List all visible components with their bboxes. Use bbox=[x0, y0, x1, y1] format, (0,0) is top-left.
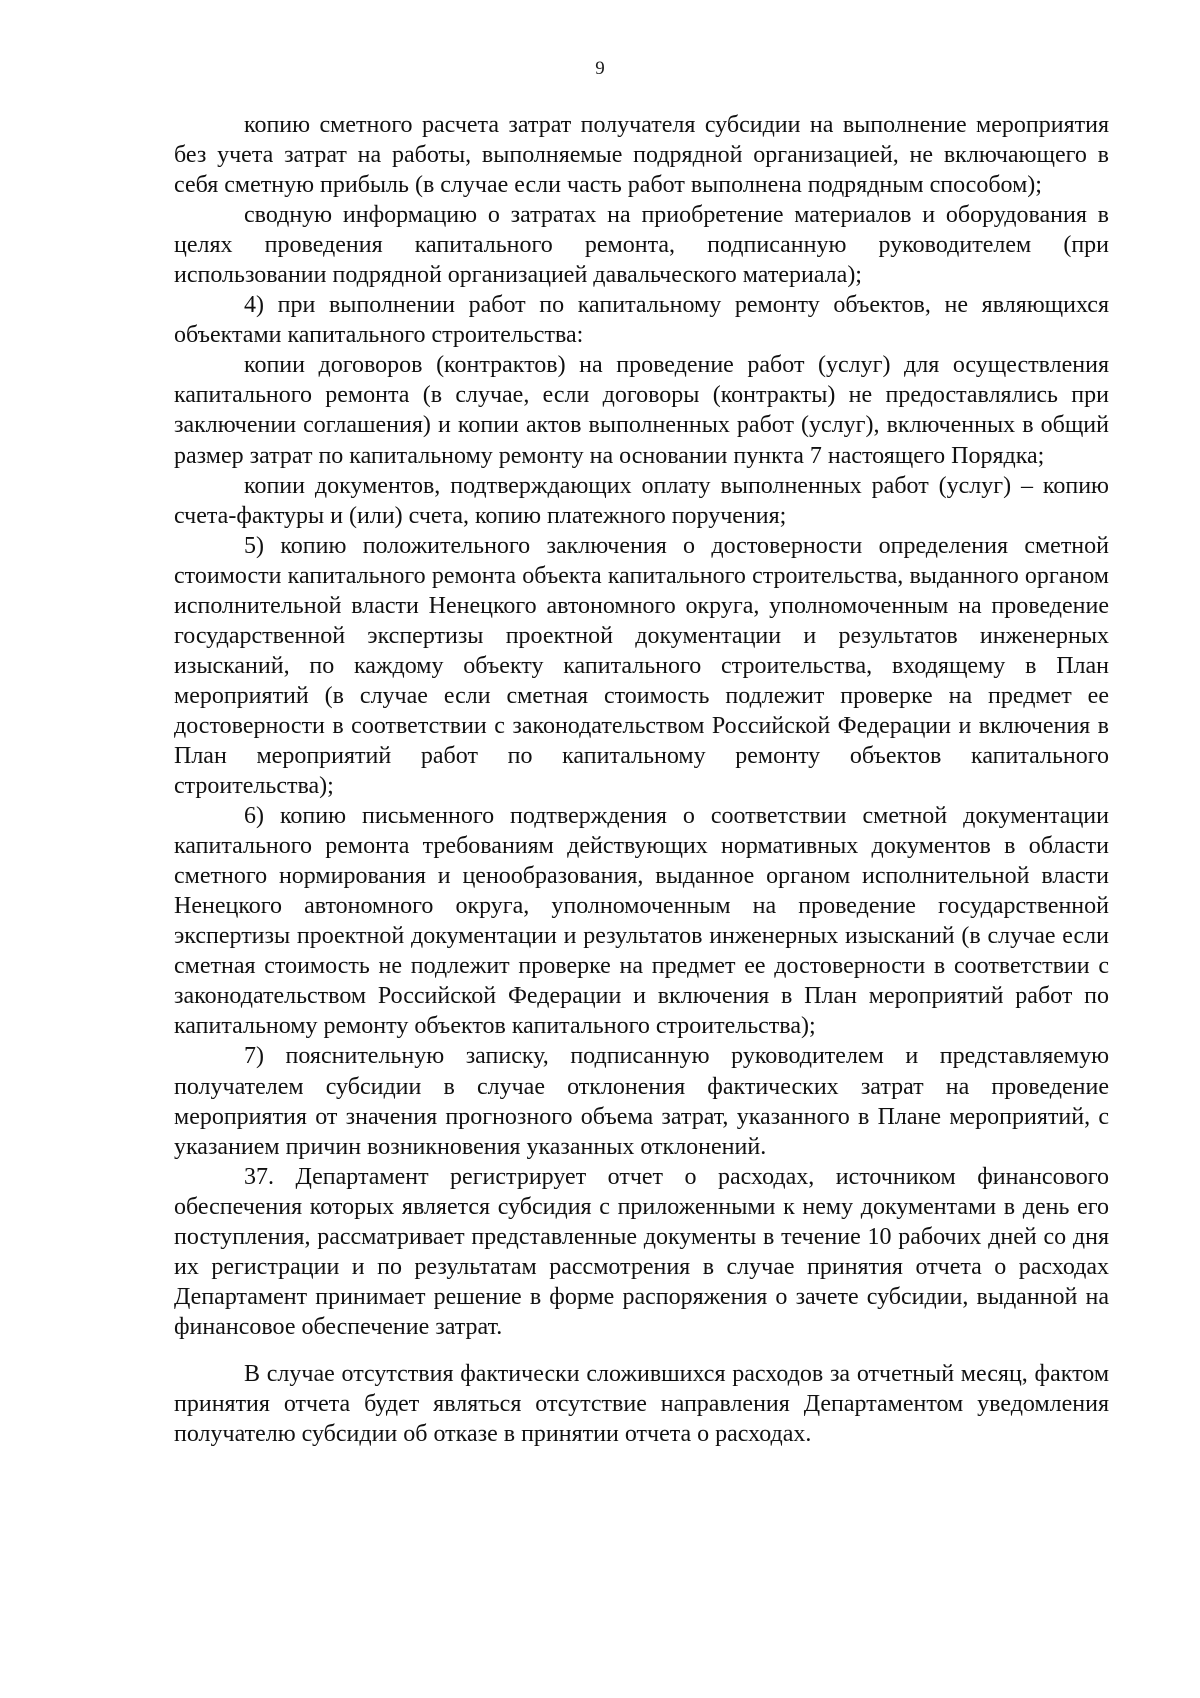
document-body bbox=[174, 110, 1109, 1449]
paragraph-payment-docs: копии документов, подтверждающих оплату выполненных работ (услуг) – копию счета-фактуры и (или) счета, копию платежного поручения; bbox=[174, 472, 1109, 529]
page-number: 9 bbox=[595, 58, 605, 79]
paragraph-no-expenses: В случае отсутствия фактически сложившихся расходов за отчетный месяц, фактом принятия отчета будет являться отсутствие направления Департаментом уведомления получателю субсидии об отказе в принятии отчета о расходах. bbox=[174, 1360, 1109, 1448]
paragraph-item-6: 6) копию письменного подтверждения о соответствии сметной документации капитального ремонта требованиям действующих нормативных документов в области сметного нормирования и ценообразования, выданное органом исполнительной власти Ненецкого автономного округа, уполномоченным на проведение государственной экспертизы проектной документации и результатов инженерных изысканий (в случае если сметная стоимость не подлежит проверке на предмет ее достоверности в соответствии с законодательством Российской Федерации и включения в План мероприятий работ по капитальному ремонту объектов капитального строительства); bbox=[174, 803, 1109, 1040]
paragraph-item-5: 5) копию положительного заключения о достоверности определения сметной стоимости капитального ремонта объекта капитального строительства, выданного органом исполнительной власти Ненецкого автономного округа, уполномоченным на проведение государственной экспертизы проектной документации и результатов инженерных изысканий, по каждому объекту капитального строительства, входящему в План мероприятий (в случае если сметная стоимость подлежит проверке на предмет ее достоверности в соответствии с законодательством Российской Федерации и включения в План мероприятий работ по капитальному ремонту объектов капитального строительства); bbox=[174, 532, 1109, 800]
paragraph-contract-copies: копии договоров (контрактов) на проведение работ (услуг) для осуществления капитального ремонта (в случае, если договоры (контракты) не предоставлялись при заключении соглашения) и копии актов выполненных работ (услуг), включенных в общий размер затрат по капитальному ремонту на основании пункта 7 настоящего Порядка; bbox=[174, 352, 1109, 469]
paragraph-estimate-copy: копию сметного расчета затрат получателя субсидии на выполнение мероприятия без учета затрат на работы, выполняемые подрядной организацией, не включающего в себя сметную прибыль (в случае если часть работ выполнена подрядным способом); bbox=[174, 112, 1109, 199]
paragraph-item-37: 37. Департамент регистрирует отчет о расходах, источником финансового обеспечения которых является субсидия с приложенными к нему документами в день его поступления, рассматривает представленные документы в течение 10 рабочих дней со дня их регистрации и по результатам рассмотрения в случае принятия отчета о расходах Департамент принимает решение в форме распоряжения о зачете субсидии, выданной на финансовое обеспечение затрат. bbox=[174, 1163, 1109, 1340]
paragraph-materials-info: сводную информацию о затратах на приобретение материалов и оборудования в целях проведения капитального ремонта, подписанную руководителем (при использовании подрядной организацией давальческого материала); bbox=[174, 202, 1109, 289]
paragraph-item-7: 7) пояснительную записку, подписанную руководителем и представляемую получателем субсидии в случае отклонения фактических затрат на проведение мероприятия от значения прогнозного объема затрат, указанного в Плане мероприятий, с указанием причин возникновения указанных отклонений. bbox=[174, 1043, 1109, 1160]
paragraph-item-4: 4) при выполнении работ по капитальному ремонту объектов, не являющихся объектами капитального строительства: bbox=[174, 292, 1109, 349]
